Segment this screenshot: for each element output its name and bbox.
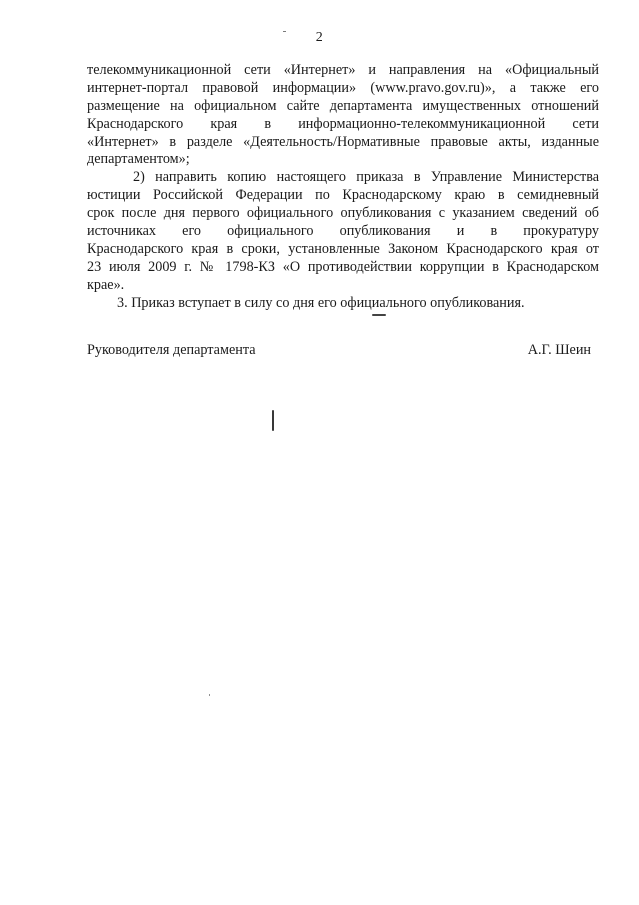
body-line: интернет-портал правовой информации» (www.pravo.gov.ru)», а также его — [87, 79, 599, 96]
body-line: 23 июля 2009 г. № 1798-КЗ «О противодействии коррупции в Краснодарском — [87, 258, 599, 275]
pen-stroke-mark — [372, 314, 386, 316]
scan-speck — [283, 31, 286, 32]
signatory-title: Руководителя департамента — [87, 342, 256, 358]
body-line: юстиции Российской Федерации по Краснодарскому краю в семидневный — [87, 187, 599, 204]
body-line: источниках его официального опубликования и в прокуратуру — [87, 223, 599, 240]
paragraph-3-line: 3. Приказ вступает в силу со дня его официального опубликования. — [117, 294, 525, 311]
body-line: Краснодарского края в сроки, установленные Законом Краснодарского края от — [87, 240, 599, 257]
body-line: Краснодарского края в информационно-телекоммуникационной сети — [87, 115, 599, 132]
body-line: крае». — [87, 276, 125, 293]
body-line: размещение на официальном сайте департамента имущественных отношений — [87, 97, 599, 114]
document-body — [87, 62, 599, 312]
body-line: срок после дня первого официального опубликования с указанием сведений об — [87, 205, 599, 222]
paragraph-2-first-line: 2) направить копию настоящего приказа в Управление Министерства — [133, 169, 599, 186]
body-line: «Интернет» в разделе «Деятельность/Нормативные правовые акты, изданные — [87, 133, 599, 150]
signatory-name: А.Г. Шеин — [527, 342, 591, 358]
scan-speck — [209, 694, 210, 696]
page-number: 2 — [315, 30, 324, 45]
pen-vertical-mark — [272, 410, 274, 431]
body-line: департаментом»; — [87, 151, 190, 168]
body-line: телекоммуникационной сети «Интернет» и направления на «Официальный — [87, 62, 599, 78]
